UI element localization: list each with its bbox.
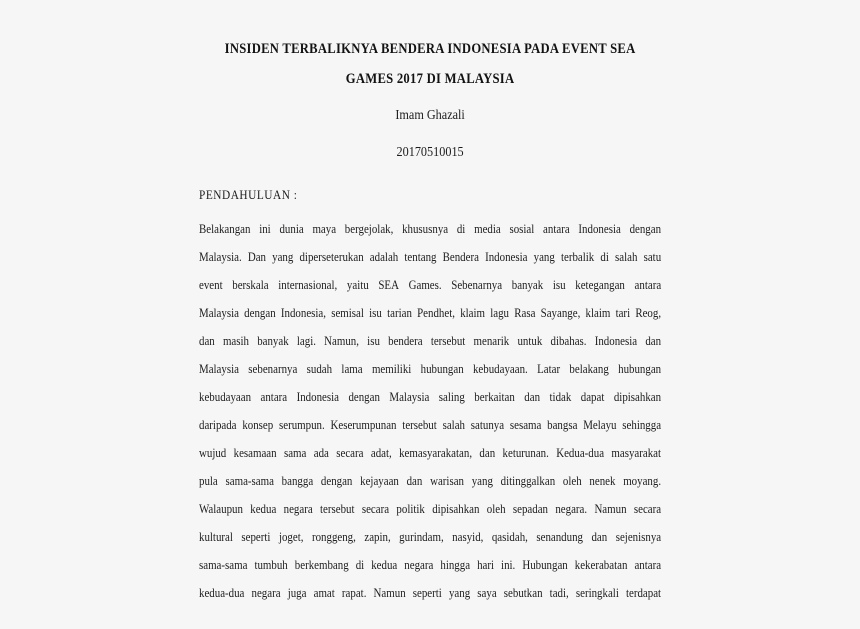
body-line: kebudayaan antara Indonesia dengan Malaysia saling berkaitan dan tidak dapat dipisahkan bbox=[199, 390, 662, 404]
body-paragraph bbox=[199, 215, 661, 607]
body-line: sama-sama tumbuh berkembang di kedua negara hingga hari ini. Hubungan kekerabatan antara bbox=[199, 558, 662, 572]
student-id: 20170510015 bbox=[396, 145, 464, 160]
title-line-2: GAMES 2017 DI MALAYSIA bbox=[345, 71, 515, 87]
body-line: Malaysia. Dan yang diperseterukan adalah tentang Bendera Indonesia yang terbalik di salah satu bbox=[199, 250, 662, 264]
body-line: Malaysia dengan Indonesia, semisal isu tarian Pendhet, klaim lagu Rasa Sayange, klaim tari Reog, bbox=[199, 306, 662, 320]
body-line: Walaupun kedua negara tersebut secara politik dipisahkan oleh sepadan negara. Namun secara bbox=[199, 502, 662, 516]
document-title bbox=[199, 0, 661, 94]
body-line: event berskala internasional, yaitu SEA Games. Sebenarnya banyak isu ketegangan antara bbox=[199, 278, 662, 292]
body-line: wujud kesamaan sama ada secara adat, kemasyarakatan, dan keturunan. Kedua-dua masyarakat bbox=[199, 446, 662, 460]
section-heading: PENDAHULUAN : bbox=[199, 187, 298, 202]
body-line: daripada konsep serumpun. Keserumpunan tersebut salah satunya sesama bangsa Melayu sehingga bbox=[199, 418, 662, 432]
body-line: pula sama-sama bangga dengan kejayaan dan warisan yang ditinggalkan oleh nenek moyang. bbox=[199, 474, 662, 488]
body-line: kultural seperti joget, ronggeng, zapin, gurindam, nasyid, qasidah, senandung dan sejenisnya bbox=[199, 530, 662, 544]
author-name: Imam Ghazali bbox=[395, 108, 465, 123]
body-line: kedua-dua negara juga amat rapat. Namun seperti yang saya sebutkan tadi, seringkali terdapat bbox=[199, 586, 662, 600]
document-content bbox=[199, 0, 661, 607]
body-line: Malaysia sebenarnya sudah lama memiliki hubungan kebudayaan. Latar belakang hubungan bbox=[199, 362, 662, 376]
body-line: Belakangan ini dunia maya bergejolak, khususnya di media sosial antara Indonesia dengan bbox=[199, 222, 662, 236]
title-line-1: INSIDEN TERBALIKNYA BENDERA INDONESIA PADA EVENT SEA bbox=[224, 41, 636, 57]
body-line: dan masih banyak lagi. Namun, isu bendera tersebut menarik untuk dibahas. Indonesia dan bbox=[199, 334, 662, 348]
